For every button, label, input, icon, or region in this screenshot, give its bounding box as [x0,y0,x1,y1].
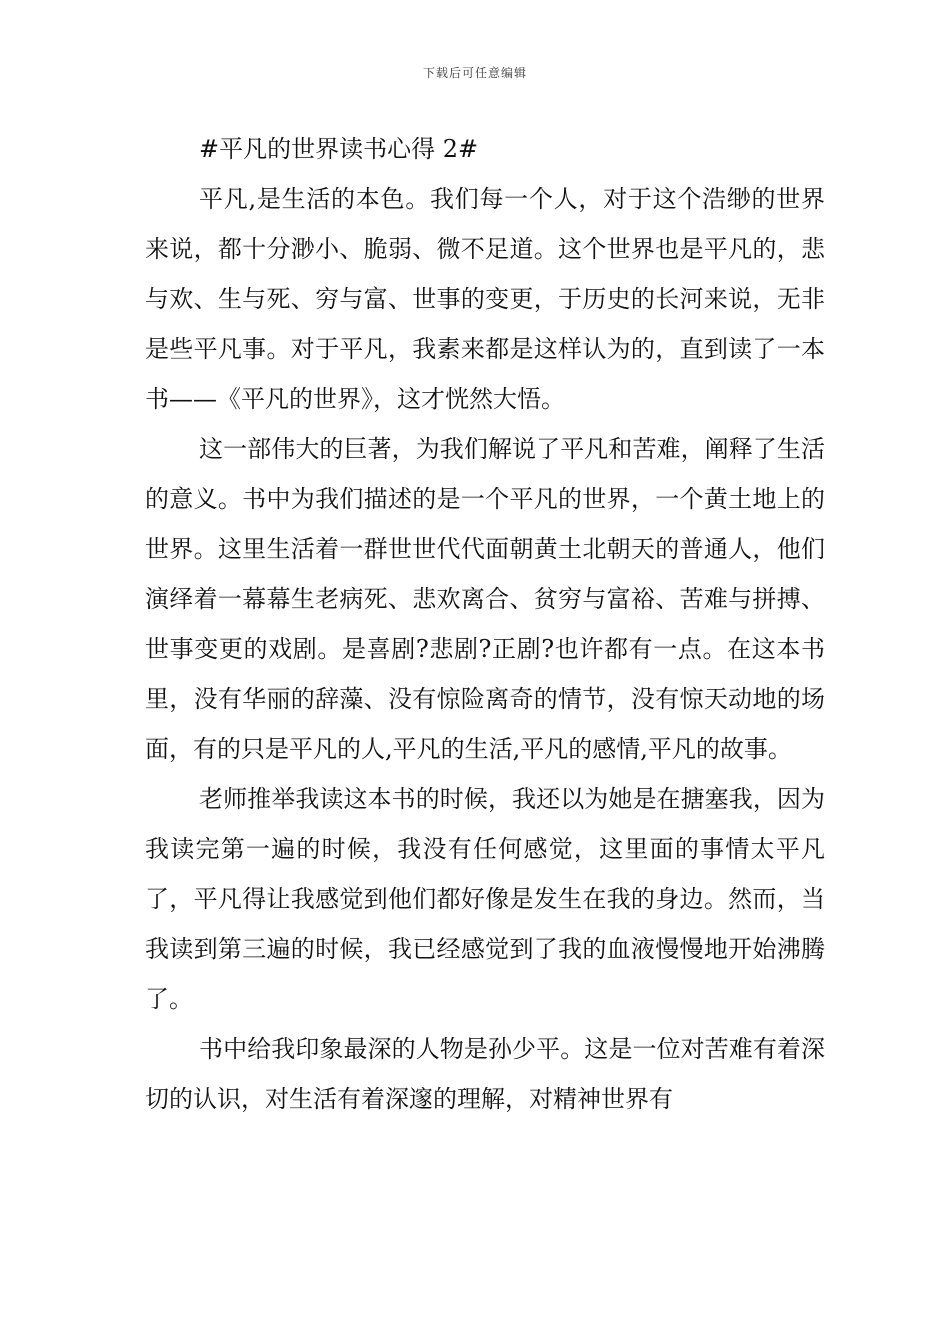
paragraph: 书中给我印象最深的人物是孙少平。这是一位对苦难有着深切的认识，对生活有着深邃的理解，对精神世界有 [145,1035,825,1113]
page-header-note: 下载后可任意编辑 [422,66,527,80]
paragraph: 这一部伟大的巨著，为我们解说了平凡和苦难，阐释了生活的意义。书中为我们描述的是一个平凡的世界，一个黄土地上的世界。这里生活着一群世世代代面朝黄土北朝天的普通人，他们演绎着一幕幕生老病死、悲欢离合、贫穷与富裕、苦难与拼搏、世事变更的戏剧。是喜剧?悲剧?正剧?也许都有一点。在这本书里，没有华丽的辞藻、没有惊险离奇的情节，没有惊天动地的场面，有的只是平凡的人,平凡的生活,平凡的感情,平凡的故事。 [145,435,825,763]
document-title: #平凡的世界读书心得 2# [199,135,479,163]
paragraph: 老师推举我读这本书的时候，我还以为她是在搪塞我，因为我读完第一遍的时候，我没有任何感觉，这里面的事情太平凡了，平凡得让我感觉到他们都好像是发生在我的身边。然而，当我读到第三遍的时候，我已经感觉到了我的血液慢慢地开始沸腾了。 [145,785,825,1013]
paragraph: 平凡,是生活的本色。我们每一个人，对于这个浩缈的世界来说，都十分渺小、脆弱、微不足道。这个世界也是平凡的，悲与欢、生与死、穷与富、世事的变更，于历史的长河来说，无非是些平凡事。对于平凡，我素来都是这样认为的，直到读了一本书——《平凡的世界》，这才恍然大悟。 [145,185,825,413]
document-body [145,124,825,1124]
